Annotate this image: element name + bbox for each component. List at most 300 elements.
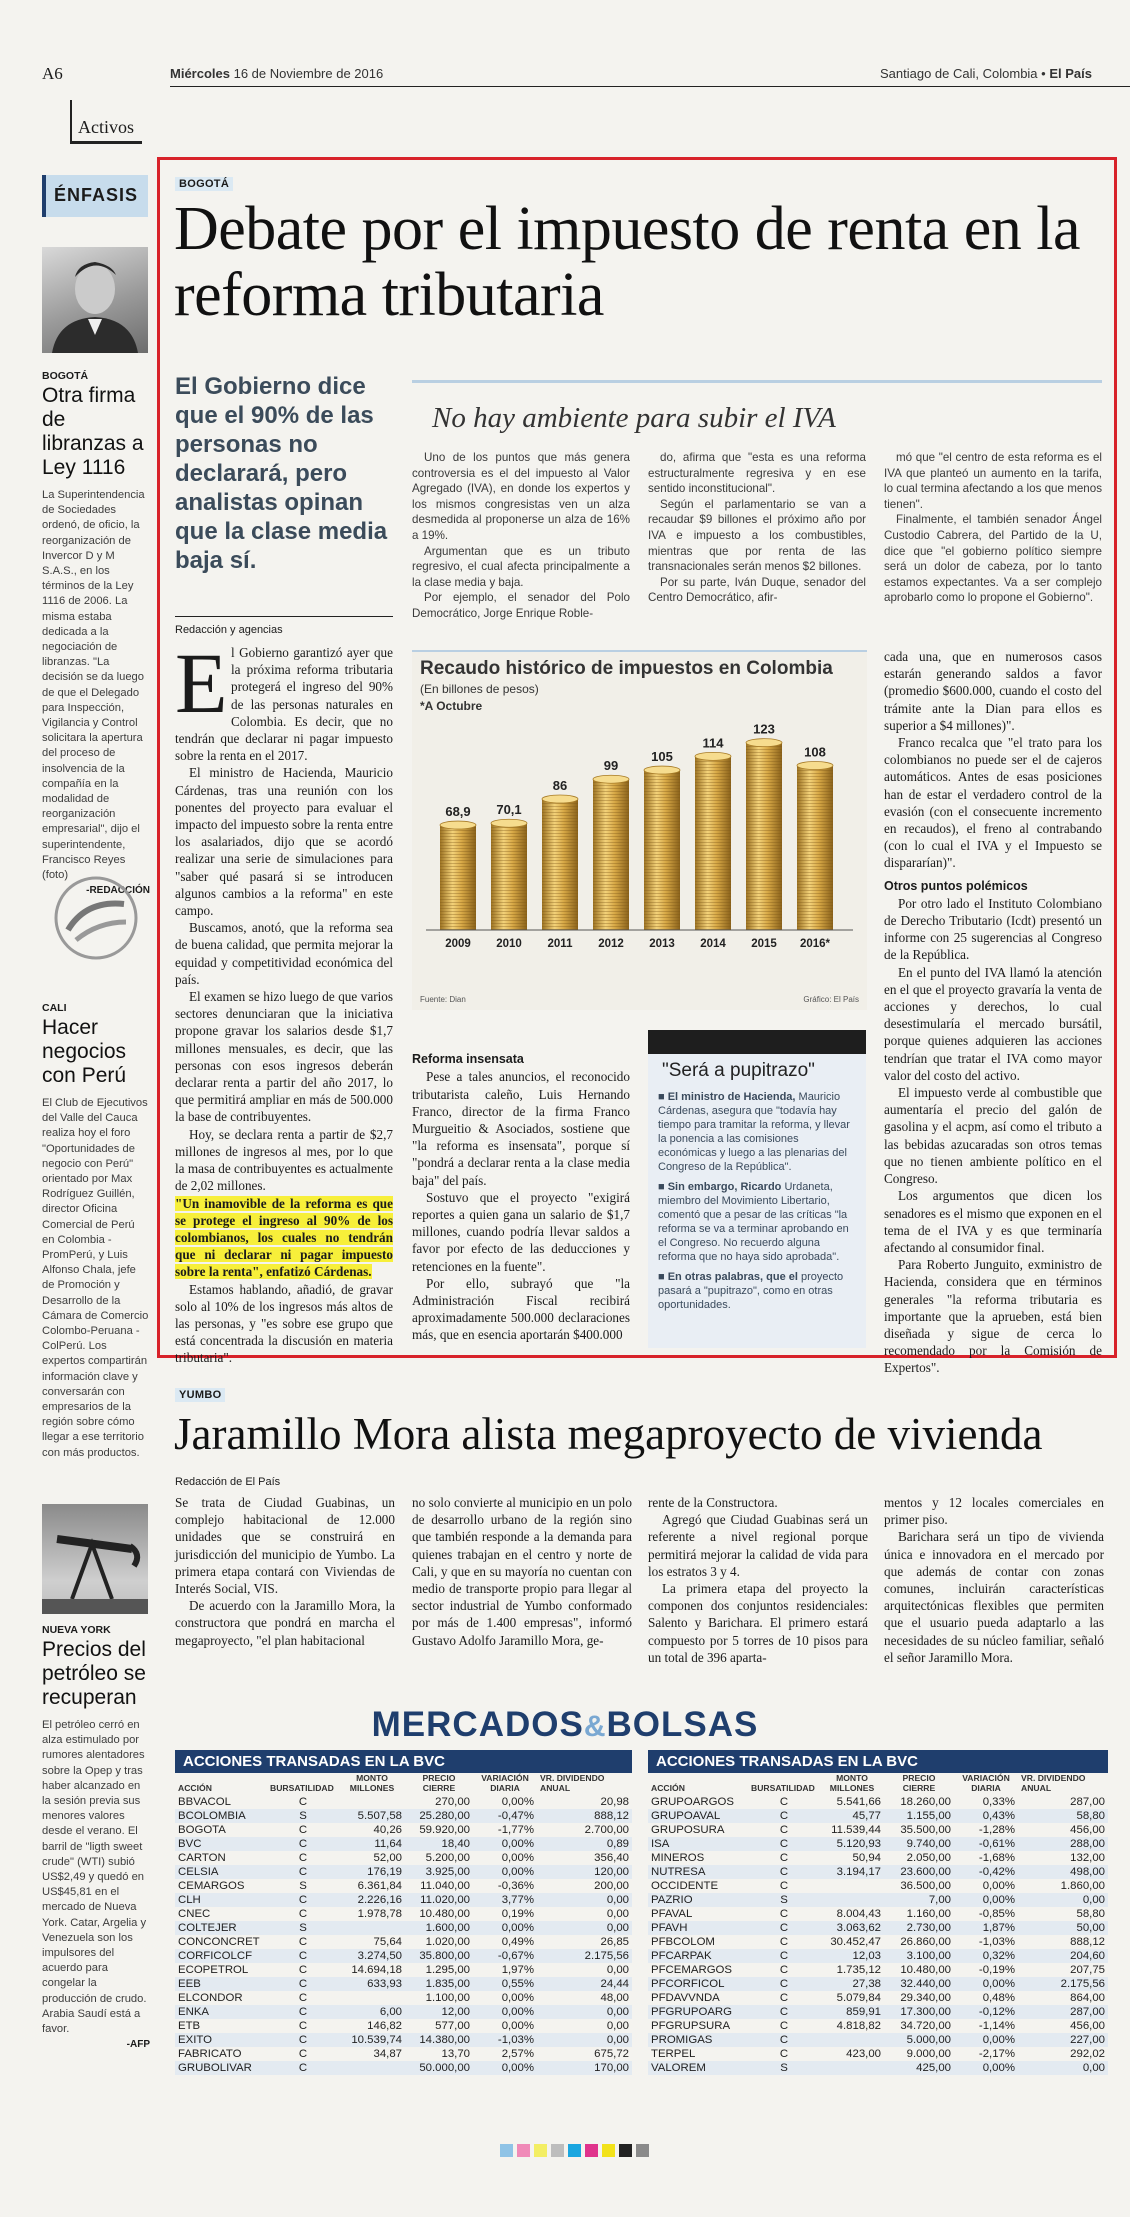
table-cell: 0,00 xyxy=(1018,2061,1108,2075)
highlighted-quote: "Un inamovible de la reforma es que se protege el ingreso al 90% de los colombianos, los cuales no tendrán que ni declarar ni pagar impuesto sobre la renta", enfatizó Cárdenas. xyxy=(175,1195,393,1280)
paragraph: Agregó que Ciudad Guabinas será un referente a nivel regional porque permitirá mejorar la calidad de vida para los estratos 3 y 4. xyxy=(648,1512,868,1579)
enfasis-header xyxy=(42,175,148,217)
bullet-item: ■ El ministro de Hacienda, Mauricio Cárdenas, asegura que "todavía hay tiempo para tramitar la reforma, y llevar la ponencia a las comisiones económicas y luego a las plenarias del Congreso de la República". xyxy=(658,1091,850,1173)
table-cell: 2.050,00 xyxy=(906,1852,951,1864)
sidebar-body: El Club de Ejecutivos del Valle del Cauca realiza hoy el foro "Oportunidades de negocio con Perú" orientado por Max Rodríguez Guillén, director Oficina Comercial de Perú en Colombia - PromPerú, y Luis Alfonso Chala, jefe de Promoción y Desarrollo de la Cámara de Comercio Colombo-Peruana - ColPerú. Los expertos compartirán información clave y conversarán con empresarios de la región sobre cómo llegar a ese territorio con más productos. xyxy=(42,1097,149,1459)
sidebar-title: Hacer negocios con Perú xyxy=(42,1016,127,1087)
paragraph: l Gobierno garantizó ayer que la próxima reforma tributaria protegerá el ingreso del 90% de las personas naturales en Colombia. Es decir, que no tendrán que declarar ni pagar impuesto sobre la renta en el 2017. xyxy=(175,645,393,764)
table-row xyxy=(175,1851,632,1865)
table-cell: -1,77% xyxy=(497,1824,534,1836)
main-column-1 xyxy=(175,635,393,1367)
table-cell: 498,00 xyxy=(1018,1865,1108,1879)
table-cell: 1,87% xyxy=(954,1921,1018,1935)
table-cell: 1.160,00 xyxy=(906,1908,951,1920)
table-title: ACCIONES TRANSADAS EN LA BVC xyxy=(648,1750,1108,1773)
chart-source: Fuente: Dian xyxy=(420,995,466,1004)
table-cell: 5.000,00 xyxy=(884,2033,954,2047)
table-cell: 13,70 xyxy=(441,2048,470,2060)
table-cell: C xyxy=(267,2033,339,2047)
table-cell: C xyxy=(748,1837,820,1851)
table-cell: 25.280,00 xyxy=(405,1809,473,1823)
table-cell: C xyxy=(298,1796,308,1808)
table-cell: CORFICOLCF xyxy=(175,1949,267,1963)
table-cell: 4.818,82 xyxy=(836,2020,881,2032)
column-header: VARIACIÓN DIARIA xyxy=(962,1773,1010,1793)
table-cell: 2.175,56 xyxy=(1018,1977,1108,1991)
color-swatch xyxy=(636,2144,649,2157)
table-row xyxy=(175,2019,632,2033)
table-cell: 456,00 xyxy=(1070,2020,1105,2032)
sidebar-body: La Superintendencia de Sociedades ordenó, de oficio, la reorganización de Invercor D y M S.A.S., en los términos de la Ley 1116 de 2006. La misma estaba dedicada a la negociación de libranzas. "La decisión se da luego de que el Delegado para Inspección, Vigilancia y Control solicitara la apertura del proceso de insolvencia de la compañía en la modalidad de reorganización empresarial", dijo el superintendente, Francisco Reyes (foto) xyxy=(42,489,145,882)
table-cell: 11.020,00 xyxy=(405,1893,473,1907)
table-cell: MINEROS xyxy=(651,1852,705,1864)
table-cell: 0,48% xyxy=(982,1992,1015,2004)
table-row xyxy=(175,1893,632,1907)
second-headline: Jaramillo Mora alista megaproyecto de vivienda xyxy=(174,1409,1043,1459)
table-cell: 0,00% xyxy=(501,1852,534,1864)
table-cell: -0,61% xyxy=(954,1837,1018,1851)
main-column-3 xyxy=(884,648,1102,1377)
table-cell: C xyxy=(298,1992,308,2004)
iva-column-3 xyxy=(884,450,1102,606)
table-cell: GRUPOSURA xyxy=(651,1824,725,1836)
table-cell: 888,12 xyxy=(537,1809,632,1823)
table-cell: 0,00 xyxy=(1018,1893,1108,1907)
main-story-tag xyxy=(175,174,233,192)
main-byline: Redacción y agencias xyxy=(175,624,283,636)
column-header: PRECIO CIERRE xyxy=(902,1773,936,1793)
table-cell xyxy=(339,1795,405,1809)
table-cell: 3.925,00 xyxy=(405,1865,473,1879)
table-cell: 2.700,00 xyxy=(584,1824,629,1836)
table-row xyxy=(175,2033,632,2047)
table-cell: 32.440,00 xyxy=(884,1977,954,1991)
table-row xyxy=(648,1837,1108,1851)
table-cell: PFCARPAK xyxy=(648,1949,748,1963)
table-cell: PROMIGAS xyxy=(648,2033,748,2047)
pupitrazo-bar xyxy=(648,1030,866,1054)
table-cell: GRUPOAVAL xyxy=(648,1809,748,1823)
sidebar-body: El petróleo cerró en alza estimulado por rumores alentadores sobre la Opep y tras haber alcanzado en la sesión previa sus menores valores desde el verano. El barril de "ligth sweet crude" (WTI) subió US$2,49 y quedó en US$45,81 en el mercado de Nueva York. Catar, Argelia y Venezuela son los impulsores del acuerdo para congelar la producción de crudo. Arabia Saudí está a favor. xyxy=(42,1719,147,2036)
table-cell: C xyxy=(779,1852,789,1864)
table-cell: 34.720,00 xyxy=(900,2020,951,2032)
table-cell: 9.740,00 xyxy=(884,1837,954,1851)
table-row xyxy=(648,1795,1108,1809)
table-cell: CEMARGOS xyxy=(178,1880,245,1892)
paragraph: do, afirma que "esta es una reforma estructuralmente regresiva y en ese sentido inconstitucional". xyxy=(648,451,866,496)
table-row xyxy=(648,1893,1108,1907)
table-cell: 18.260,00 xyxy=(900,1796,951,1808)
table-row xyxy=(175,1879,632,1893)
table-cell: 204,60 xyxy=(1018,1949,1108,1963)
table-cell: CELSIA xyxy=(175,1865,267,1879)
chart-bar-cap xyxy=(542,795,578,803)
bullet-item: ■ En otras palabras, que el proyecto pasará a "pupitrazo", como en otras oportunidades. xyxy=(658,1271,844,1311)
table-row xyxy=(648,2033,1108,2047)
table-cell: 50,00 xyxy=(1018,1921,1108,1935)
table-cell: C xyxy=(779,1936,789,1948)
table-cell: PFGRUPOARG xyxy=(648,2005,748,2019)
chart-bar-texture xyxy=(542,799,578,930)
table-cell: 9.000,00 xyxy=(906,2048,951,2060)
table-cell: TERPEL xyxy=(651,2048,696,2060)
table-cell: CNEC xyxy=(178,1908,211,1920)
table-cell: 3.274,50 xyxy=(339,1949,405,1963)
table-cell: C xyxy=(779,1824,789,1836)
chart-note: *A Octubre xyxy=(420,699,483,713)
paragraph: El ministro de Hacienda, Mauricio Cárdenas, tras una reunión con los ponentes del proyecto para evaluar el impacto del impuesto sobre la renta entre los asalariados, dijo que se acordó realizar una serie de simulaciones para "saber qué pasará si se introducen algunos cambios a la reforma" en este campo. xyxy=(175,765,393,919)
table-cell: 36.500,00 xyxy=(900,1880,951,1892)
table-row xyxy=(648,1991,1108,2005)
table-cell: S xyxy=(299,1880,307,1892)
second-column-1 xyxy=(175,1494,395,1649)
table-cell xyxy=(339,2061,405,2075)
table-cell: PFAVAL xyxy=(651,1908,693,1920)
table-title: ACCIONES TRANSADAS EN LA BVC xyxy=(175,1750,632,1773)
main-deck: El Gobierno dice que el 90% de las personas no declarará, pero analistas opinan que la clase media baja sí. xyxy=(175,373,388,574)
table-cell: 0,32% xyxy=(954,1949,1018,1963)
table-cell: EEB xyxy=(175,1977,267,1991)
deck-rule xyxy=(175,616,393,617)
sidebar-title: Precios del petróleo se recuperan xyxy=(42,1638,146,1709)
table-cell: 425,00 xyxy=(884,2061,954,2075)
table-cell: 1.835,00 xyxy=(405,1977,473,1991)
bullet-lead: En otras palabras, que el xyxy=(667,1271,798,1283)
second-column-2 xyxy=(412,1494,632,1649)
chart-bar-texture xyxy=(440,825,476,930)
table-cell: PFDAVVNDA xyxy=(651,1992,720,2004)
paragraph: Estamos hablando, añadió, de gravar solo al 10% de los ingresos más altos de las personas, y "es sobre ese grupo que está concentrada la discusión en materia tributaria". xyxy=(175,1281,393,1366)
paragraph: mó que "el centro de esta reforma es el IVA que planteó un aumento en la tarifa, lo cual termina afectando a los que menos tienen". xyxy=(884,451,1102,511)
table-cell: 287,00 xyxy=(1070,1796,1105,1808)
table-cell: C xyxy=(267,1837,339,1851)
sidebar-item-3 xyxy=(42,1624,150,2050)
color-swatch xyxy=(551,2144,564,2157)
table-cell: 0,00% xyxy=(501,1992,534,2004)
paragraph: De acuerdo con la Jaramillo Mora, la constructora que pondrá en marcha el megaproyecto, "el plan habitacional xyxy=(175,1598,395,1648)
paragraph: cada una, que en numerosos casos estarán generando saldos a favor (promedio $600.000, cuando el costo del trámite ante la Dian para ellos es superior a $4 millones)". xyxy=(884,649,1102,733)
paragraph: Barichara será un tipo de vivienda única e innovadora en el mercado por que además de contar con zonas comunes, incluirán características arquitectónicas flexibles que permiten que el usuario pueda adaptarlo a las necesidades de su núcleo familiar, señaló el señor Jaramillo Mora. xyxy=(884,1529,1104,1665)
table-cell: 0,00% xyxy=(954,1893,1018,1907)
chart-category-label: 2016* xyxy=(799,938,831,950)
table-cell: 5.507,58 xyxy=(339,1809,405,1823)
table-cell: C xyxy=(748,1977,820,1991)
table-cell: -0,67% xyxy=(473,1949,537,1963)
table-cell: -0,12% xyxy=(954,2005,1018,2019)
sidebar-tag: NUEVA YORK xyxy=(42,1624,111,1636)
main-headline: Debate por el impuesto de renta en la reforma tributaria xyxy=(174,195,1080,329)
table-row xyxy=(175,2047,632,2061)
table-row xyxy=(648,1963,1108,1977)
table-cell: ECOPETROL xyxy=(178,1964,249,1976)
table-cell: BVC xyxy=(175,1837,267,1851)
color-swatch xyxy=(619,2144,632,2157)
chart-value-label: 99 xyxy=(603,758,619,774)
pull-quote xyxy=(175,1195,393,1281)
sidebar-tag: BOGOTÁ xyxy=(42,370,89,382)
chart-bar-texture xyxy=(491,823,527,930)
dropcap: E xyxy=(175,635,228,731)
column-header: MONTO MILLONES xyxy=(829,1773,875,1793)
chart-bar-cap xyxy=(491,819,527,827)
table-cell: 200,00 xyxy=(594,1880,629,1892)
table-cell: -0,19% xyxy=(978,1964,1015,1976)
enfasis-label: ÉNFASIS xyxy=(54,185,139,205)
table-row xyxy=(175,1977,632,1991)
table-cell: 0,00% xyxy=(501,1796,534,1808)
table-cell: -1,28% xyxy=(978,1824,1015,1836)
chart-bar-cap xyxy=(695,752,731,760)
sidebar-credit: -AFP xyxy=(126,2039,150,2051)
table-cell: 864,00 xyxy=(1070,1992,1105,2004)
chart-bar-cap xyxy=(593,775,629,783)
table-cell: 24,44 xyxy=(537,1977,632,1991)
table-cell: 34,87 xyxy=(373,2048,402,2060)
paragraph: El examen se hizo luego de que varios sectores denunciaran que la iniciativa propone gravar los salarios desde $1,7 millones mensuales, es decir, que las personas con esos ingresos deberán declarar renta a partir del año 2017, lo que permitirá ampliar en más de 500.000 la base de contribuyentes. xyxy=(175,989,393,1125)
paragraph: mentos y 12 locales comerciales en primer piso. xyxy=(884,1495,1104,1528)
chart-category-label: 2013 xyxy=(649,938,675,950)
color-swatch xyxy=(534,2144,547,2157)
pupitrazo-title: "Será a pupitrazo" xyxy=(662,1060,815,1081)
table-cell: 0,00 xyxy=(537,2005,632,2019)
paragraph: Pese a tales anuncios, el reconocido tributarista caleño, Luis Hernando Franco, director de la firma Franco Murgueitio & Asociados, sostiene que "la reforma es insensata", porque sí "pondrá a declarar renta a la clase media baja" del país. xyxy=(412,1069,630,1188)
table-header-row xyxy=(648,1773,1108,1795)
paragraph xyxy=(412,1030,630,1047)
table-cell: -1,03% xyxy=(978,1936,1015,1948)
chart-value-label: 108 xyxy=(804,744,826,760)
chart-subtitle: (En billones de pesos) xyxy=(420,682,539,696)
table-cell: 859,91 xyxy=(820,2005,884,2019)
pupitrazo-box xyxy=(648,1030,866,1348)
second-byline: Redacción de El País xyxy=(175,1476,281,1488)
color-swatch xyxy=(602,2144,615,2157)
chart-value-label: 105 xyxy=(651,749,673,765)
table-cell: 146,82 xyxy=(367,2020,402,2032)
table-cell: C xyxy=(779,1796,789,1808)
table-cell: C xyxy=(748,2005,820,2019)
table-cell: 58,80 xyxy=(1018,1809,1108,1823)
paragraph: La primera etapa del proyecto la componen dos conjuntos residenciales: Salento y Barichara. El primero estará compuesto por 5 torres de 10 pisos para un total de 396 aparta- xyxy=(648,1581,868,1665)
section-label: Activos xyxy=(78,117,134,137)
table-cell: 11.040,00 xyxy=(420,1880,470,1892)
table-cell: 0,00 xyxy=(606,1908,629,1920)
table-row xyxy=(648,1851,1108,1865)
table-row xyxy=(175,1837,632,1851)
table-cell: 6,00 xyxy=(339,2005,405,2019)
table-cell: C xyxy=(267,1865,339,1879)
color-swatch xyxy=(500,2144,513,2157)
paragraph: no solo convierte al municipio en un polo de desarrollo urbano de la región sino que también responde a la demanda para quienes trabajan en el centro y norte de Cali, y que en su mayoría no cuentan con medio de transporte propio para llegar al sector industrial de Yumbo conformado por más de 1.400 empresas", informó Gustavo Adolfo Jaramillo Mora, ge- xyxy=(412,1495,632,1648)
table-cell: 10.539,74 xyxy=(339,2033,405,2047)
table-cell: C xyxy=(748,1949,820,1963)
column-header: VARIACIÓN DIARIA xyxy=(481,1773,529,1793)
table-cell: 1.978,78 xyxy=(357,1908,402,1920)
table-cell: 0,00% xyxy=(954,2061,1018,2075)
table-cell: C xyxy=(298,1964,308,1976)
table-cell: 270,00 xyxy=(435,1796,470,1808)
paragraph: Por ejemplo, el senador del Polo Democrático, Jorge Enrique Roble- xyxy=(412,591,630,620)
table-cell: GRUPOARGOS xyxy=(651,1796,734,1808)
table-cell: 26.860,00 xyxy=(900,1936,951,1948)
second-story-tag xyxy=(175,1385,225,1403)
table-cell: CLH xyxy=(175,1893,267,1907)
column-header: BURSATILIDAD xyxy=(751,1783,815,1793)
table-cell: C xyxy=(267,1893,339,1907)
table-cell: BBVACOL xyxy=(178,1796,231,1808)
table-cell: 1,97% xyxy=(501,1964,534,1976)
table-cell: 26,85 xyxy=(600,1936,629,1948)
table-row xyxy=(648,1865,1108,1879)
paragraph: Para Roberto Junguito, exministro de Hacienda, considera que en términos generales "la reforma tributaria es importante que la aprueben, está bien diseñada y sigue de cerca lo recomendado por la Comisión de Expertos". xyxy=(884,1257,1102,1376)
table-cell: C xyxy=(298,2048,308,2060)
chart-value-label: 70,1 xyxy=(496,802,522,818)
second-column-3 xyxy=(648,1494,868,1666)
page-paper-name: El País xyxy=(1049,66,1092,81)
page-date-day: Miércoles xyxy=(170,66,230,81)
table-row xyxy=(648,1949,1108,1963)
subheading: Otros puntos polémicos xyxy=(884,878,1028,893)
table-cell: 5.541,66 xyxy=(836,1796,881,1808)
market-table-left xyxy=(175,1750,632,2075)
sidebar-photo-reyes xyxy=(42,247,148,353)
page-location-city: Santiago de Cali, Colombia xyxy=(880,66,1038,81)
table-cell: 8.004,43 xyxy=(836,1908,881,1920)
table-cell: GRUBOLIVAR xyxy=(175,2061,267,2075)
table-cell: CONCONCRET xyxy=(178,1936,260,1948)
bullet-lead: Sin embargo, Ricardo xyxy=(667,1181,782,1193)
table-cell: 18,40 xyxy=(405,1837,473,1851)
column-header: BURSATILIDAD xyxy=(270,1783,334,1793)
page-location: Santiago de Cali, Colombia • El País xyxy=(880,66,1092,81)
table-cell: 45,77 xyxy=(820,1809,884,1823)
table-cell: BOGOTA xyxy=(178,1824,226,1836)
table-cell: FABRICATO xyxy=(178,2048,242,2060)
chart-bar-texture xyxy=(593,779,629,930)
paragraph: Buscamos, anotó, que la reforma sea de buena calidad, que permita mejorar la equidad y competitividad económica del país. xyxy=(175,920,393,987)
table-cell xyxy=(820,2033,884,2047)
table-row xyxy=(648,2019,1108,2033)
iva-box-title: No hay ambiente para subir el IVA xyxy=(432,402,836,434)
main-column-2 xyxy=(412,1030,630,1344)
column-header: VR. DIVIDENDO ANUAL xyxy=(540,1773,605,1793)
table-row xyxy=(648,1809,1108,1823)
table-cell: C xyxy=(267,2061,339,2075)
table-row xyxy=(175,1795,632,1809)
table-cell: 10.480,00 xyxy=(419,1908,470,1920)
table-cell: PAZRIO xyxy=(648,1893,748,1907)
table-cell: 120,00 xyxy=(537,1865,632,1879)
bullet-item: ■ Sin embargo, Ricardo Urdaneta, miembro del Movimiento Libertario, comentó que a pesar de las críticas "la reforma se va a terminar aprobando en el Congreso. No recuerdo alguna reforma que no haya sido aprobada". xyxy=(658,1181,849,1263)
paragraph: Sostuvo que el proyecto "exigirá reportes a quien gana un salario de $1,7 millones, cuando podría llevar saldos a favor por efecto de las deducciones y retenciones en la fuente". xyxy=(412,1189,630,1274)
table-cell: 288,00 xyxy=(1018,1837,1108,1851)
page-date xyxy=(170,66,383,81)
paragraph: Se trata de Ciudad Guabinas, un complejo habitacional de 12.000 unidades que se construirá en jurisdicción del municipio de Yumbo. La primera etapa contará con Viviendas de Interés Social, VIS. xyxy=(175,1495,395,1597)
table-cell: ELCONDOR xyxy=(178,1992,243,2004)
table-cell: C xyxy=(748,1921,820,1935)
table-cell: C xyxy=(779,1908,789,1920)
table-cell: 675,72 xyxy=(594,2048,629,2060)
table-cell: 0,33% xyxy=(982,1796,1015,1808)
table-cell: 0,00 xyxy=(537,2033,632,2047)
chart-bar-texture xyxy=(695,756,731,930)
paragraph: Por otro lado el Instituto Colombiano de Derecho Tributario (Icdt) presentó un informe con 25 sugerencias al Congreso de la República. xyxy=(884,895,1102,963)
paragraph: El impuesto verde al combustible que aumentaría el precio del galón de gasolina y el acpm, así como el tributo a las bebidas azucaradas son otros temas que no tienen ambiente político en el Congreso. xyxy=(884,1085,1102,1187)
table-cell: 3,77% xyxy=(473,1893,537,1907)
oil-pump-icon xyxy=(42,1504,148,1614)
markets-ampersand: & xyxy=(583,1710,607,1743)
table-row xyxy=(175,1865,632,1879)
table-cell: 0,00% xyxy=(473,1865,537,1879)
table-cell: 11,64 xyxy=(339,1837,405,1851)
table-cell: 0,43% xyxy=(954,1809,1018,1823)
table-cell: 356,40 xyxy=(594,1852,629,1864)
market-table-right xyxy=(648,1750,1108,2075)
table-cell: C xyxy=(779,1964,789,1976)
table-cell: 48,00 xyxy=(600,1992,629,2004)
table-cell: 5.120,93 xyxy=(820,1837,884,1851)
table-cell: CARTON xyxy=(178,1852,226,1864)
table-cell: NUTRESA xyxy=(648,1865,748,1879)
table-cell: C xyxy=(748,2033,820,2047)
bullet-text: proyecto pasará a "pupitrazo", como en otras oportunidades. xyxy=(658,1271,844,1311)
pupitrazo-bullets xyxy=(648,1084,866,1312)
table-cell: 1.735,12 xyxy=(836,1964,881,1976)
paragraph: rente de la Constructora. xyxy=(648,1495,778,1510)
chart-category-label: 2011 xyxy=(547,938,573,950)
table-cell: 0,00% xyxy=(982,1880,1015,1892)
portrait-icon xyxy=(42,247,148,353)
paragraph: Hoy, se declara renta a partir de $2,7 millones de ingresos al mes, por lo que la masa de contribuyentes es actualmente de 2,02 millones. xyxy=(175,1126,393,1194)
sidebar-item-1 xyxy=(42,370,150,896)
markets-title-b: BOLSAS xyxy=(606,1705,759,1744)
table-cell: 2,57% xyxy=(501,2048,534,2060)
page-number: A6 xyxy=(42,64,63,83)
table-cell: 0,55% xyxy=(473,1977,537,1991)
table-cell: S xyxy=(748,2061,820,2075)
masthead-rule xyxy=(170,86,1130,87)
table-row xyxy=(175,1949,632,1963)
table-cell: ISA xyxy=(648,1837,748,1851)
chart-title: Recaudo histórico de impuestos en Colombia xyxy=(420,658,833,679)
column-header: ACCIÓN xyxy=(651,1783,685,1793)
table-cell: 0,00% xyxy=(954,1977,1018,1991)
chart-bar-cap xyxy=(797,762,833,770)
table-cell: 3.194,17 xyxy=(820,1865,884,1879)
column-header: ACCIÓN xyxy=(178,1783,212,1793)
table-cell: 2.226,16 xyxy=(339,1893,405,1907)
table-cell: 577,00 xyxy=(435,2020,470,2032)
sidebar-photo-oil xyxy=(42,1504,148,1614)
sidebar-title: Otra firma de libranzas a Ley 1116 xyxy=(42,384,144,479)
table-cell: 23.600,00 xyxy=(884,1865,954,1879)
table-row xyxy=(175,2005,632,2019)
markets-title-a: MERCADOS xyxy=(371,1705,584,1744)
chart-bar-texture xyxy=(797,766,833,930)
table-cell: C xyxy=(748,1865,820,1879)
chart-svg xyxy=(412,692,867,992)
table-cell: 30.452,47 xyxy=(830,1936,881,1948)
table-cell: 0,00 xyxy=(606,1964,629,1976)
table-cell: 2.730,00 xyxy=(884,1921,954,1935)
color-swatch xyxy=(517,2144,530,2157)
table-cell: -1,68% xyxy=(978,1852,1015,1864)
table-cell: 20,98 xyxy=(600,1796,629,1808)
table-cell: 29.340,00 xyxy=(900,1992,951,2004)
sidebar-logo-icon xyxy=(46,870,146,965)
table-cell: 0,49% xyxy=(501,1936,534,1948)
chart-category-label: 2009 xyxy=(445,938,471,950)
table-cell: C xyxy=(779,1992,789,2004)
